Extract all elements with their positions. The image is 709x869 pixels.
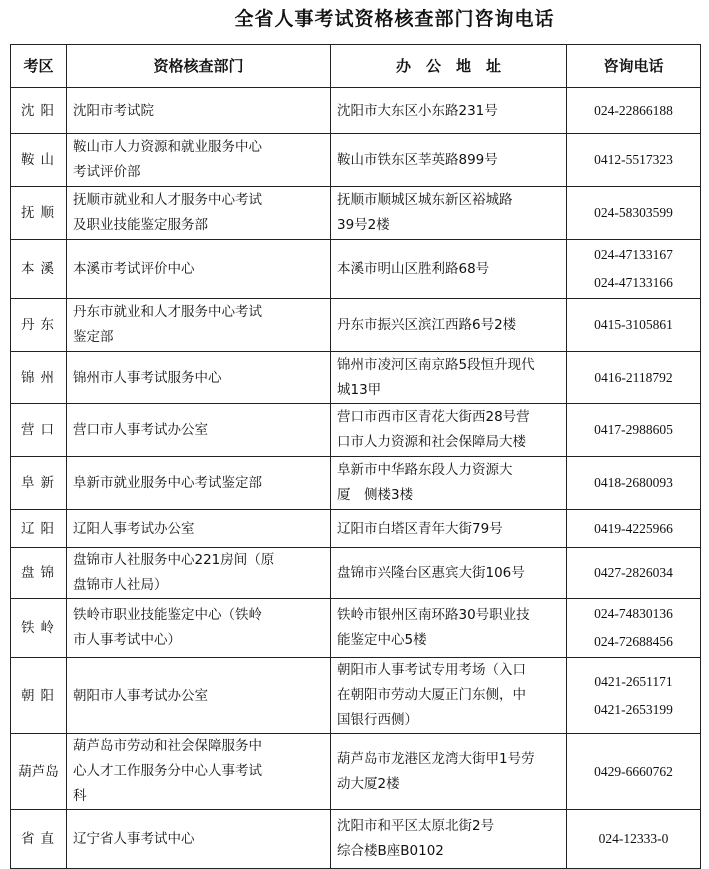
department-cell-line: 丹东市就业和人才服务中心考试 [73, 304, 262, 320]
address-cell-line: 沈阳市大东区小东路231号 [337, 102, 498, 119]
address-cell-line: 国银行西侧） [337, 712, 418, 728]
phone-cell [567, 240, 701, 299]
address-cell [331, 352, 567, 404]
phone-cell [567, 404, 701, 457]
area-cell: 省直 [11, 810, 67, 869]
phone-cell [567, 299, 701, 352]
phone-number: 0416-2118792 [594, 369, 673, 385]
address-cell-line: 鞍山市铁东区莘英路899号 [337, 152, 498, 168]
area-cell: 铁岭 [11, 599, 67, 658]
address-cell-line: 厦 侧楼3楼 [337, 487, 414, 503]
department-cell [67, 187, 331, 240]
header-address: 办 公 地 址 [331, 45, 567, 88]
phone-number: 0427-2826034 [594, 565, 673, 580]
area-cell: 锦州 [11, 352, 67, 404]
phone-number: 0418-2680093 [594, 475, 673, 490]
table-row [11, 88, 701, 134]
area-cell: 葫芦岛 [11, 734, 67, 810]
address-cell-line: 沈阳市和平区太原北街2号 [337, 818, 495, 834]
department-cell [67, 599, 331, 658]
department-cell [67, 134, 331, 187]
table-row [11, 134, 701, 187]
department-cell-line: 抚顺市就业和人才服务中心考试 [73, 192, 262, 208]
department-cell-line: 朝阳市人事考试办公室 [73, 687, 208, 704]
address-cell-line: 辽阳市白塔区青年大街79号 [337, 520, 503, 537]
phone-number: 0412-5517323 [594, 152, 673, 167]
department-cell-line: 辽宁省人事考试中心 [73, 831, 195, 847]
department-cell-line: 鉴定部 [73, 329, 114, 345]
address-cell [331, 187, 567, 240]
table-row [11, 187, 701, 240]
area-cell: 盘锦 [11, 548, 67, 599]
phone-number: 0429-6660762 [594, 763, 673, 779]
phone-cell [567, 548, 701, 599]
department-cell [67, 810, 331, 869]
area-cell: 丹东 [11, 299, 67, 352]
phone-number: 0421-2651171 [594, 673, 673, 689]
address-cell-line: 盘锦市兴隆台区惠宾大街106号 [337, 565, 525, 581]
department-cell [67, 457, 331, 510]
phone-number: 024-58303599 [594, 205, 673, 220]
table-row [11, 457, 701, 510]
department-cell-line: 考试评价部 [73, 164, 141, 180]
address-cell [331, 404, 567, 457]
address-cell-line: 铁岭市银州区南环路30号职业技 [337, 607, 530, 623]
department-cell [67, 299, 331, 352]
table-row [11, 734, 701, 810]
table-row [11, 548, 701, 599]
address-cell [331, 134, 567, 187]
area-cell: 抚顺 [11, 187, 67, 240]
table-row [11, 240, 701, 299]
address-cell-line: 朝阳市人事考试专用考场（入口 [337, 662, 526, 678]
phone-cell [567, 134, 701, 187]
address-cell [331, 457, 567, 510]
address-cell-line: 动大厦2楼 [337, 775, 400, 792]
address-cell-line: 本溪市明山区胜利路68号 [337, 261, 490, 277]
address-cell-line: 39号2楼 [337, 217, 390, 233]
address-cell [331, 299, 567, 352]
address-cell [331, 734, 567, 810]
header-phone: 咨询电话 [567, 45, 701, 88]
phone-cell [567, 88, 701, 134]
department-cell-line: 盘锦市人社服务中心221房间（原 [73, 552, 275, 568]
department-cell [67, 658, 331, 734]
address-cell [331, 510, 567, 548]
department-cell-line: 营口市人事考试办公室 [73, 422, 208, 438]
department-cell [67, 352, 331, 404]
area-cell: 营口 [11, 404, 67, 457]
address-cell [331, 658, 567, 734]
phone-cell [567, 734, 701, 810]
phone-number: 024-47133167 [594, 247, 673, 262]
department-cell-line: 阜新市就业服务中心考试鉴定部 [73, 475, 262, 491]
area-cell: 鞍山 [11, 134, 67, 187]
phone-number: 0415-3105861 [594, 317, 673, 332]
table-header-row [11, 45, 701, 88]
header-area: 考区 [11, 45, 67, 88]
area-cell: 辽阳 [11, 510, 67, 548]
table-row [11, 658, 701, 734]
phone-number: 024-22866188 [594, 102, 673, 118]
address-cell [331, 810, 567, 869]
department-cell-line: 锦州市人事考试服务中心 [73, 369, 222, 386]
area-cell: 朝阳 [11, 658, 67, 734]
table-row [11, 299, 701, 352]
department-cell-line: 本溪市考试评价中心 [73, 261, 195, 277]
phone-number: 024-47133166 [594, 275, 673, 290]
contact-table [10, 44, 701, 869]
address-cell-line: 锦州市凌河区南京路5段恒升现代 [337, 356, 535, 373]
phone-cell [567, 457, 701, 510]
department-cell [67, 510, 331, 548]
address-cell-line: 阜新市中华路东段人力资源大 [337, 462, 513, 478]
phone-number: 0419-4225966 [594, 520, 673, 536]
page-title: 全省人事考试资格核查部门咨询电话 [234, 8, 555, 30]
department-cell-line: 盘锦市人社局） [73, 577, 168, 593]
department-cell-line: 铁岭市职业技能鉴定中心（铁岭 [73, 607, 262, 623]
area-cell: 阜新 [11, 457, 67, 510]
table-row [11, 352, 701, 404]
header-department: 资格核查部门 [67, 45, 331, 88]
address-cell-line: 营口市西市区青花大街西28号营 [337, 409, 530, 425]
area-cell: 本溪 [11, 240, 67, 299]
phone-number: 024-72688456 [594, 634, 673, 649]
department-cell [67, 404, 331, 457]
phone-number: 024-12333-0 [598, 831, 669, 846]
phone-number: 024-74830136 [594, 606, 673, 621]
area-cell: 沈阳 [11, 88, 67, 134]
department-cell-line: 沈阳市考试院 [73, 102, 154, 119]
department-cell-line: 市人事考试中心） [73, 632, 181, 648]
address-cell-line: 口市人力资源和社会保障局大楼 [337, 434, 526, 450]
department-cell-line: 葫芦岛市劳动和社会保障服务中 [73, 738, 262, 754]
department-cell [67, 88, 331, 134]
department-cell-line: 及职业技能鉴定服务部 [73, 217, 208, 233]
phone-number: 0417-2988605 [594, 422, 673, 437]
address-cell-line: 能鉴定中心5楼 [337, 632, 427, 648]
table-row [11, 599, 701, 658]
department-cell [67, 548, 331, 599]
address-cell [331, 599, 567, 658]
phone-cell [567, 810, 701, 869]
phone-cell [567, 187, 701, 240]
address-cell-line: 综合楼B座B0102 [337, 843, 444, 859]
table-row [11, 510, 701, 548]
department-cell [67, 734, 331, 810]
address-cell-line: 丹东市振兴区滨江西路6号2楼 [337, 317, 517, 333]
table-row [11, 404, 701, 457]
department-cell-line: 科 [73, 788, 87, 804]
table-row [11, 810, 701, 869]
address-cell-line: 在朝阳市劳动大厦正门东侧，中 [337, 687, 526, 703]
phone-cell [567, 599, 701, 658]
address-cell-line: 城13甲 [337, 381, 382, 398]
phone-cell [567, 658, 701, 734]
phone-number: 0421-2653199 [594, 701, 673, 717]
address-cell-line: 抚顺市顺城区城东新区裕城路 [337, 192, 513, 208]
address-cell [331, 240, 567, 299]
address-cell-line: 葫芦岛市龙港区龙湾大街甲1号劳 [337, 750, 535, 767]
phone-cell [567, 510, 701, 548]
phone-cell [567, 352, 701, 404]
department-cell-line: 心人才工作服务分中心人事考试 [73, 763, 262, 779]
address-cell [331, 548, 567, 599]
department-cell [67, 240, 331, 299]
address-cell [331, 88, 567, 134]
department-cell-line: 辽阳人事考试办公室 [73, 520, 195, 537]
department-cell-line: 鞍山市人力资源和就业服务中心 [73, 139, 262, 155]
